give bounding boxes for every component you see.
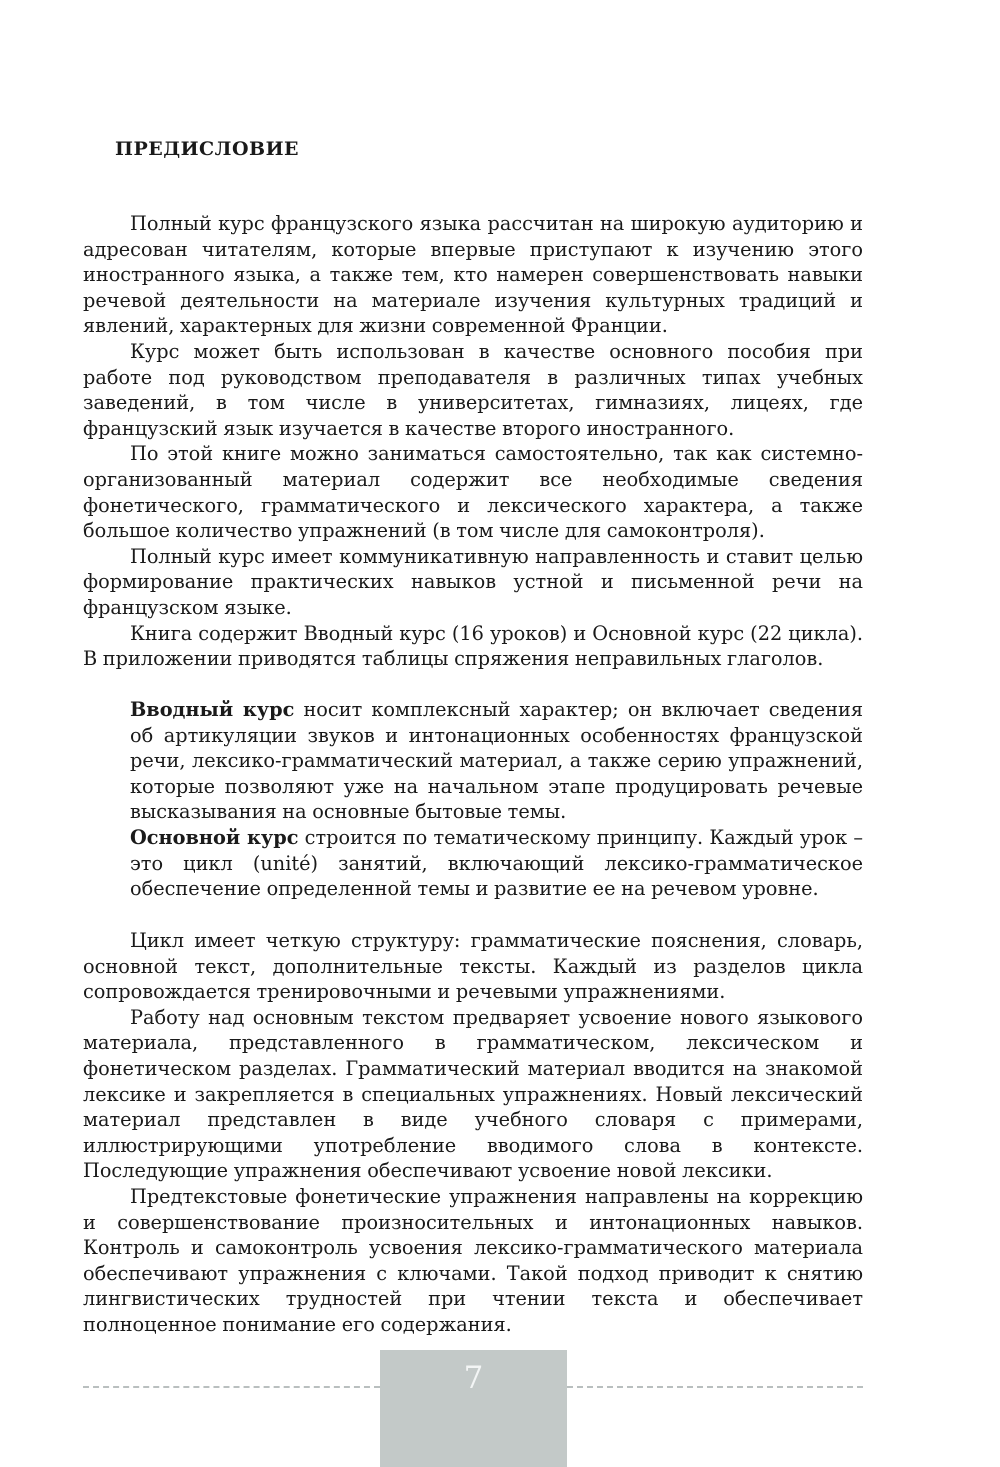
paragraph-usage: Курс может быть использован в качестве основного пособия при работе под руководством преподавателя в различных типах учебных заведений, в том числе в университетах, гимназиях, лицеях, где французский язык изучается в качестве второго иностранного. (83, 339, 863, 440)
page-heading: ПРЕДИСЛОВИЕ (115, 138, 300, 160)
paragraph-cycle-structure: Цикл имеет четкую структуру: грамматические пояснения, словарь, основной текст, дополнительные тексты. Каждый из разделов цикла сопровождается тренировочными и речевыми упражнениями. (83, 929, 863, 1004)
main-course-term: Основной курс (130, 825, 299, 849)
paragraph-main-text-work: Работу над основным текстом предваряет усвоение нового языкового материала, представленного в грамматическом, лексическом и фонетическом разделах. Грамматический материал вводится на знакомой лексике и закрепляется в специальных упражнениях. Новый лексический материал представлен в виде учебного словаря с примерами, иллюстрирующими употребление вводимого слова в контексте. Последующие упражнения обеспечивают усвоение новой лексики. (83, 1005, 863, 1183)
intro-course-term: Вводный курс (130, 698, 295, 721)
main-course-description (130, 825, 863, 902)
paragraph-contents: Книга содержит Вводный курс (16 уроков) и Основной курс (22 цикла). В приложении приводятся таблицы спряжения неправильных глаголов. (83, 621, 863, 671)
intro-course-text: носит комплексный характер; он включает сведения об артикуляции звуков и интонационных особенностях французской речи, лексико-грамматический материал, а также серию упражнений, которые позволяют уже на начальном этапе продуцировать речевые высказывания на основные бытовые темы. (130, 698, 863, 824)
footer-divider-right (567, 1386, 863, 1388)
course-descriptions (130, 697, 863, 902)
intro-course-description (130, 697, 863, 825)
page-number: 7 (463, 1360, 484, 1396)
paragraph-phonetic-exercises: Предтекстовые фонетические упражнения направлены на коррекцию и совершенствование произносительных и интонационных навыков. Контроль и самоконтроль усвоения лексико-грамматического материала обеспечивают упражнения с ключами. Такой подход приводит к снятию лингвистических трудностей при чтении текста и обеспечивает полноценное понимание его содержания. (83, 1184, 863, 1336)
structure-section (83, 928, 863, 1338)
page-number-box (380, 1350, 567, 1467)
paragraph-self-study: По этой книге можно заниматься самостоятельно, так как системно-организованный материал содержит все необходимые сведения фонетического, грамматического и лексического характера, а также большое количество упражнений (в том числе для самоконтроля). (83, 442, 863, 543)
paragraph-audience: Полный курс французского языка рассчитан на широкую аудиторию и адресован читателям, которые впервые приступают к изучению этого иностранного языка, а также тем, кто намерен совершенствовать навыки речевой деятельности на материале изучения культурных традиций и явлений, характерных для жизни современной Франции. (83, 212, 863, 338)
intro-section (83, 211, 863, 672)
main-course-text: строится по тематическому принципу. Каждый урок – это цикл (unité) занятий, включающий лексико-грамматическое обеспечение определенной темы и развитие ее на речевом уровне. (130, 825, 863, 901)
paragraph-communicative: Полный курс имеет коммуникативную направленность и ставит целью формирование практических навыков устной и письменной речи на французском языке. (83, 544, 863, 619)
footer-divider-left (83, 1386, 380, 1388)
